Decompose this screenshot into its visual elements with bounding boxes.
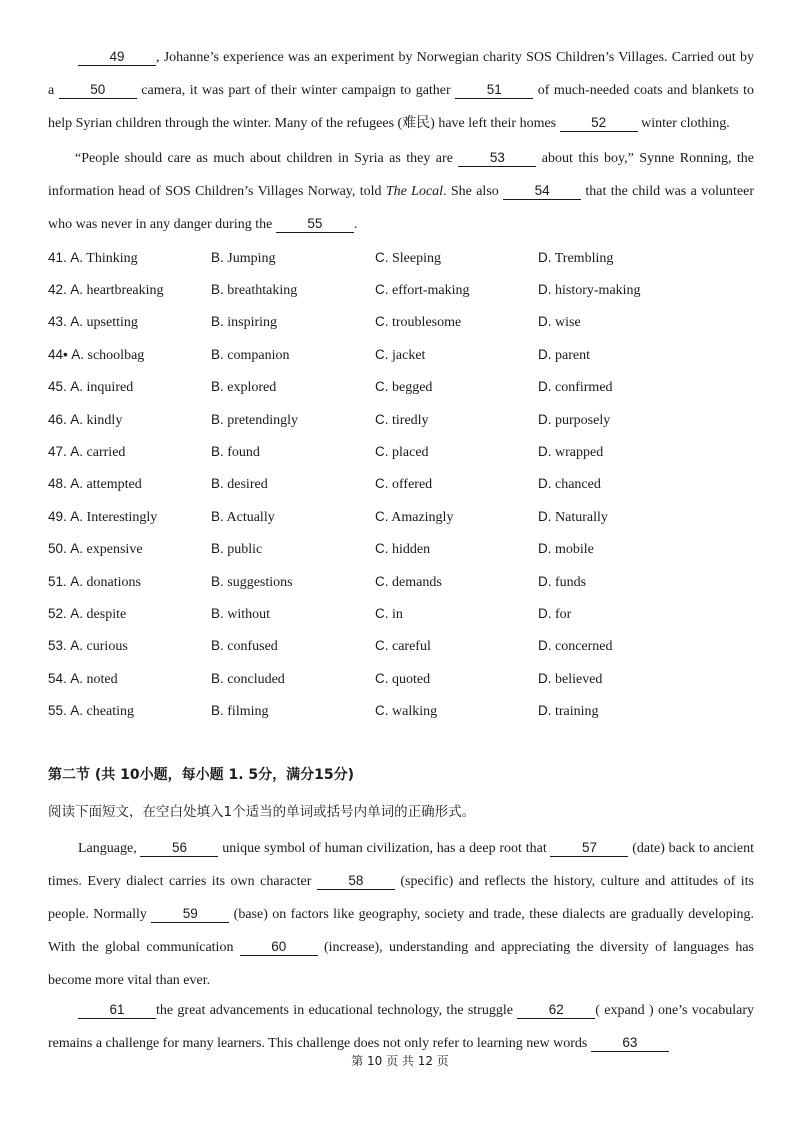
option-letter: D. xyxy=(538,282,552,298)
question-row xyxy=(48,695,758,727)
option-a xyxy=(48,606,126,623)
option-letter: C. xyxy=(375,314,389,330)
option-d xyxy=(538,671,602,688)
question-row xyxy=(48,566,758,598)
option-letter: A. xyxy=(70,249,84,265)
option-letter: C. xyxy=(375,346,389,362)
blank-56: 56 xyxy=(140,840,218,857)
option-text: inspiring xyxy=(227,315,278,331)
question-row xyxy=(48,274,758,306)
option-text: suggestions xyxy=(227,574,293,590)
option-d xyxy=(538,444,603,461)
option-letter: A. xyxy=(70,638,84,654)
question-row xyxy=(48,631,758,663)
option-letter: A. xyxy=(70,573,84,589)
option-a xyxy=(48,671,118,688)
question-row xyxy=(48,663,758,695)
option-a xyxy=(48,444,125,461)
option-text: Interestingly xyxy=(86,509,158,525)
option-letter: D. xyxy=(538,444,552,460)
option-b xyxy=(211,574,293,591)
option-letter: D. xyxy=(538,249,552,265)
option-text: history-making xyxy=(555,283,641,299)
text: (specific) and reflects the history, culture and attitudes of its people. Normally xyxy=(48,874,754,922)
option-b xyxy=(211,314,277,331)
question-number: 52. xyxy=(48,605,67,621)
text: (base) on factors like geography, society and trade, these dialects are gradually developing. With the global communication xyxy=(48,907,754,955)
option-d xyxy=(538,574,586,591)
question-row xyxy=(48,469,758,501)
passage-paragraph-1 xyxy=(48,41,754,140)
option-text: Actually xyxy=(226,509,275,525)
option-text: tiredly xyxy=(392,412,429,428)
option-letter: C. xyxy=(375,379,389,395)
blank-51: 51 xyxy=(455,82,533,99)
option-letter: D. xyxy=(538,638,552,654)
blank-59: 59 xyxy=(151,906,229,923)
option-b xyxy=(211,250,276,267)
option-letter: A. xyxy=(70,411,84,427)
question-row xyxy=(48,404,758,436)
option-d xyxy=(538,606,571,623)
option-b xyxy=(211,412,298,429)
option-text: Trembling xyxy=(554,250,614,266)
passage-paragraph-3 xyxy=(48,832,754,997)
option-a xyxy=(48,574,141,591)
option-b xyxy=(211,541,262,558)
option-a xyxy=(48,347,144,364)
text: about this boy,” Synne Ronning, the information head of SOS Children’s Villages Norway, told xyxy=(48,151,755,199)
option-text: Jumping xyxy=(227,250,276,266)
option-text: funds xyxy=(555,574,587,590)
option-a xyxy=(48,379,133,396)
blank-50: 50 xyxy=(59,82,137,99)
option-letter: C. xyxy=(375,605,389,621)
option-d xyxy=(538,347,590,364)
publication-name: The Local xyxy=(385,184,444,199)
option-c xyxy=(375,250,441,267)
option-letter: D. xyxy=(538,573,552,589)
option-text: careful xyxy=(392,639,431,655)
option-text: companion xyxy=(227,347,290,363)
passage-paragraph-2 xyxy=(48,142,754,241)
option-letter: A. xyxy=(70,670,84,686)
option-text: wise xyxy=(555,315,581,331)
option-text: confirmed xyxy=(555,380,613,396)
question-number: 48. xyxy=(48,476,67,492)
question-row xyxy=(48,534,758,566)
option-letter: B. xyxy=(211,638,224,654)
option-b xyxy=(211,509,275,526)
option-letter: A. xyxy=(70,605,84,621)
option-b xyxy=(211,282,297,299)
text: Language, xyxy=(78,841,141,856)
option-a xyxy=(48,703,134,720)
option-b xyxy=(211,347,289,364)
option-text: despite xyxy=(86,606,127,622)
option-text: carried xyxy=(86,445,126,461)
option-letter: B. xyxy=(211,703,224,719)
option-letter: B. xyxy=(211,346,224,362)
option-letter: B. xyxy=(211,605,224,621)
option-text: pretendingly xyxy=(227,412,299,428)
option-letter: D. xyxy=(538,508,552,524)
option-c xyxy=(375,509,453,526)
question-number: 55. xyxy=(48,703,67,719)
text: . She also xyxy=(443,184,504,199)
option-letter: A. xyxy=(70,314,84,330)
question-row xyxy=(48,501,758,533)
option-text: in xyxy=(392,606,403,622)
option-letter: B. xyxy=(211,508,224,524)
question-number: 47. xyxy=(48,444,67,460)
option-d xyxy=(538,476,601,493)
option-d xyxy=(538,314,581,331)
option-letter: B. xyxy=(211,573,224,589)
option-text: offered xyxy=(392,477,433,493)
text: the great advancements in educational technology, the struggle xyxy=(156,1003,518,1018)
option-b xyxy=(211,703,269,720)
option-letter: B. xyxy=(211,411,224,427)
question-number: 43. xyxy=(48,314,67,330)
question-row xyxy=(48,339,758,371)
option-a xyxy=(48,541,143,558)
option-b xyxy=(211,476,268,493)
option-c xyxy=(375,412,429,429)
option-text: Thinking xyxy=(86,250,138,266)
passage-paragraph-4 xyxy=(48,994,754,1060)
option-c xyxy=(375,606,403,623)
option-text: mobile xyxy=(555,542,594,558)
text: (date) back to ancient times. Every dialect carries its own character xyxy=(48,841,754,889)
option-a xyxy=(48,282,164,299)
option-text: confused xyxy=(227,639,278,655)
option-text: filming xyxy=(227,704,269,720)
text: ( expand ) one’s vocabulary remains a challenge for many learners. This challenge does not only refer to learning new words xyxy=(48,1003,754,1051)
option-text: purposely xyxy=(555,412,611,428)
option-letter: D. xyxy=(538,314,552,330)
option-text: curious xyxy=(86,639,128,655)
question-row xyxy=(48,372,758,404)
option-text: public xyxy=(227,542,263,558)
option-text: Naturally xyxy=(555,509,608,525)
option-a xyxy=(48,314,138,331)
option-text: placed xyxy=(392,445,429,461)
option-text: believed xyxy=(555,671,603,687)
option-text: Sleeping xyxy=(392,250,441,266)
option-c xyxy=(375,347,425,364)
option-letter: C. xyxy=(375,670,389,686)
option-c xyxy=(375,671,430,688)
text: “People should care as much about children in Syria as they are xyxy=(75,151,459,166)
option-c xyxy=(375,574,442,591)
option-text: quoted xyxy=(392,671,431,687)
option-text: training xyxy=(555,704,599,720)
text: . xyxy=(353,217,358,232)
option-d xyxy=(538,379,613,396)
option-b xyxy=(211,671,285,688)
question-number: 42. xyxy=(48,282,67,298)
option-text: chanced xyxy=(555,477,601,493)
option-letter: C. xyxy=(375,541,389,557)
text: of much-needed coats and blankets to help Syrian children through the winter. Many of the refugees (难民) have left their homes xyxy=(48,83,754,131)
option-text: walking xyxy=(392,704,438,720)
option-b xyxy=(211,606,270,623)
option-text: noted xyxy=(86,671,118,687)
option-d xyxy=(538,250,613,267)
option-a xyxy=(48,412,122,429)
option-a xyxy=(48,476,142,493)
option-letter: A. xyxy=(70,444,84,460)
option-text: attempted xyxy=(86,477,142,493)
option-letter: D. xyxy=(538,346,552,362)
option-c xyxy=(375,314,461,331)
option-c xyxy=(375,444,429,461)
option-letter: D. xyxy=(538,476,552,492)
text: camera, it was part of their winter campaign to gather xyxy=(136,83,456,98)
option-b xyxy=(211,638,278,655)
option-c xyxy=(375,379,432,396)
option-c xyxy=(375,282,470,299)
option-text: upsetting xyxy=(86,315,138,331)
question-number: 50. xyxy=(48,541,67,557)
option-letter: B. xyxy=(211,670,224,686)
option-text: kindly xyxy=(86,412,123,428)
option-letter: C. xyxy=(375,638,389,654)
text: winter clothing. xyxy=(637,116,730,131)
option-b xyxy=(211,444,260,461)
option-text: inquired xyxy=(86,380,134,396)
option-c xyxy=(375,476,432,493)
option-letter: D. xyxy=(538,411,552,427)
question-number: 45. xyxy=(48,379,67,395)
option-letter: D. xyxy=(538,670,552,686)
option-text: parent xyxy=(555,347,590,363)
option-letter: C. xyxy=(375,411,389,427)
question-row xyxy=(48,307,758,339)
option-text: concerned xyxy=(555,639,613,655)
option-letter: A. xyxy=(70,282,84,298)
option-text: hidden xyxy=(392,542,431,558)
question-number: 46. xyxy=(48,411,67,427)
option-d xyxy=(538,282,641,299)
option-text: donations xyxy=(86,574,141,590)
option-letter: A. xyxy=(70,703,84,719)
text: (increase), understanding and appreciating the diversity of languages has become more vital than ever. xyxy=(48,940,754,988)
question-number: 54. xyxy=(48,670,67,686)
question-row xyxy=(48,242,758,274)
option-text: desired xyxy=(227,477,268,493)
question-number: 44• xyxy=(48,346,68,362)
option-letter: C. xyxy=(375,573,389,589)
option-letter: B. xyxy=(211,541,224,557)
option-letter: C. xyxy=(375,508,389,524)
blank-58: 58 xyxy=(317,873,395,890)
option-letter: D. xyxy=(538,541,552,557)
option-text: for xyxy=(555,606,572,622)
blank-60: 60 xyxy=(240,939,318,956)
text: that the child was a volunteer who was never in any danger during the xyxy=(48,184,754,232)
option-a xyxy=(48,638,128,655)
option-letter: B. xyxy=(211,249,224,265)
option-c xyxy=(375,541,430,558)
option-b xyxy=(211,379,276,396)
option-letter: B. xyxy=(211,282,224,298)
options-list xyxy=(48,242,758,728)
blank-49: 49 xyxy=(78,49,156,66)
blank-53: 53 xyxy=(458,150,536,167)
blank-57: 57 xyxy=(550,840,628,857)
blank-52: 52 xyxy=(560,115,638,132)
option-text: begged xyxy=(392,380,433,396)
question-number: 49. xyxy=(48,508,67,524)
blank-62: 62 xyxy=(517,1002,595,1019)
option-letter: D. xyxy=(538,379,552,395)
option-d xyxy=(538,412,610,429)
option-text: demands xyxy=(392,574,442,590)
option-letter: A. xyxy=(70,508,84,524)
section-title: 第二节 (共 10小题，每小题 1. 5分，满分15分) xyxy=(48,767,355,783)
option-letter: A. xyxy=(70,541,84,557)
option-d xyxy=(538,638,613,655)
option-letter: A. xyxy=(71,346,85,362)
option-a xyxy=(48,250,138,267)
option-letter: D. xyxy=(538,605,552,621)
option-letter: C. xyxy=(375,249,389,265)
option-text: concluded xyxy=(227,671,285,687)
option-letter: B. xyxy=(211,379,224,395)
text: , Johanne’s experience was an experiment by Norwegian charity SOS Children’s Villages. Carried out by a xyxy=(48,50,754,98)
option-letter: C. xyxy=(375,476,389,492)
question-row xyxy=(48,436,758,468)
option-letter: B. xyxy=(211,444,224,460)
page-footer: 第 10 页 共 12 页 xyxy=(351,1054,449,1068)
option-letter: A. xyxy=(70,379,84,395)
section-instruction: 阅读下面短文，在空白处填入1个适当的单词或括号内单词的正确形式。 xyxy=(48,804,476,820)
question-number: 41. xyxy=(48,249,67,265)
option-text: cheating xyxy=(86,704,134,720)
option-text: schoolbag xyxy=(87,347,145,363)
option-letter: C. xyxy=(375,282,389,298)
option-text: jacket xyxy=(392,347,426,363)
option-a xyxy=(48,509,157,526)
question-number: 51. xyxy=(48,573,67,589)
question-number: 53. xyxy=(48,638,67,654)
option-d xyxy=(538,509,608,526)
question-row xyxy=(48,598,758,630)
option-c xyxy=(375,638,431,655)
option-letter: A. xyxy=(70,476,84,492)
option-text: breathtaking xyxy=(227,283,298,299)
option-letter: B. xyxy=(211,314,224,330)
text: unique symbol of human civilization, has a deep root that xyxy=(218,841,551,856)
option-text: expensive xyxy=(86,542,143,558)
option-text: found xyxy=(227,445,260,461)
option-letter: B. xyxy=(211,476,224,492)
option-letter: C. xyxy=(375,444,389,460)
option-text: Amazingly xyxy=(391,509,454,525)
option-text: explored xyxy=(227,380,277,396)
option-text: without xyxy=(227,606,271,622)
option-text: heartbreaking xyxy=(86,283,164,299)
option-d xyxy=(538,541,594,558)
blank-55: 55 xyxy=(276,216,354,233)
blank-54: 54 xyxy=(503,183,581,200)
blank-61: 61 xyxy=(78,1002,156,1019)
option-text: troublesome xyxy=(392,315,462,331)
option-letter: C. xyxy=(375,703,389,719)
blank-63: 63 xyxy=(591,1035,669,1052)
option-text: wrapped xyxy=(555,445,604,461)
option-text: effort-making xyxy=(392,283,470,299)
option-letter: D. xyxy=(538,703,552,719)
option-c xyxy=(375,703,437,720)
option-d xyxy=(538,703,599,720)
